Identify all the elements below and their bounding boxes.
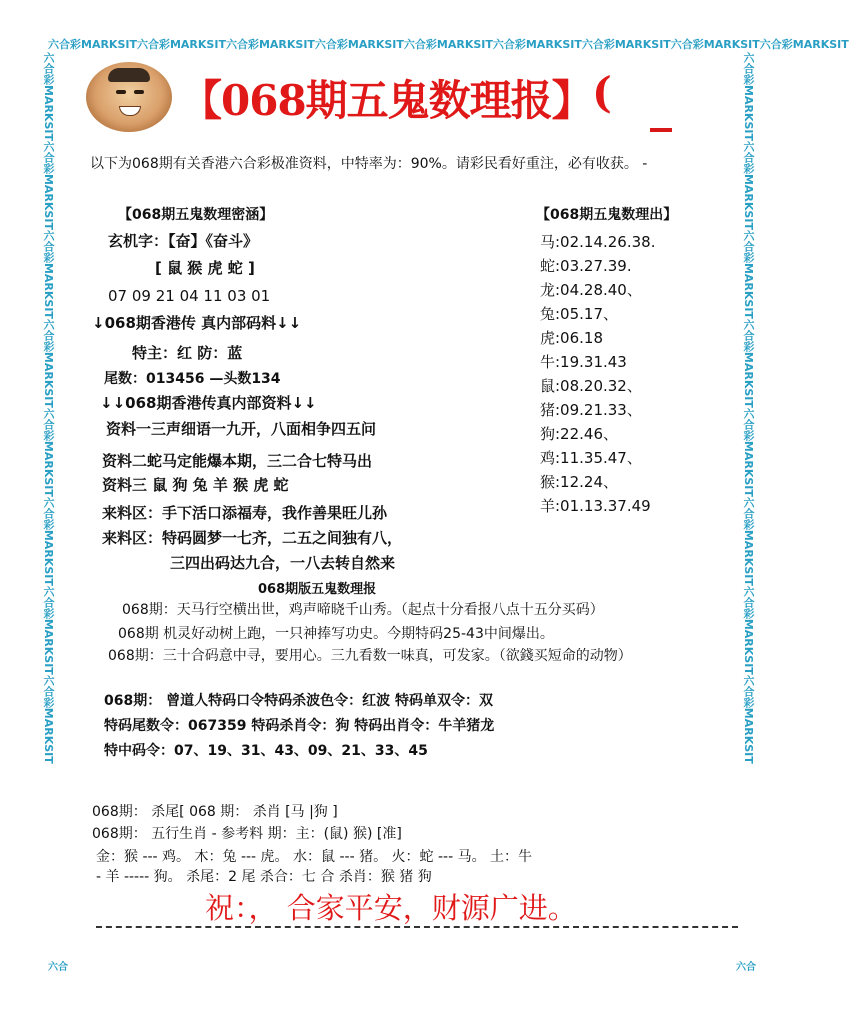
zodiac-row: 狗:22.46、	[540, 425, 618, 443]
zodiac-row: 猴:12.24、	[540, 473, 618, 491]
sha-line-2: 068期： 五行生肖 - 参考料 期：主：(鼠) 猴) [准]	[92, 826, 402, 842]
ziliao-1: 资料一三声细语一九开，八面相争四五问	[106, 420, 377, 438]
laiqu-1: 来料区：手下活口添福寿，我作善果旺儿孙	[102, 504, 388, 522]
left-border-text: 六合彩MARKSIT六合彩MARKSIT六合彩MARKSIT六合彩MARKSIT六合彩MARKSIT六合彩MARKSIT六合彩MARKSIT六合彩MARKSIT	[42, 52, 55, 764]
laiqu-2: 来料区：特码圆梦一七齐，二五之间独有八，	[102, 529, 403, 547]
ziliao-3: 资料三 鼠 狗 兔 羊 猴 虎 蛇	[102, 476, 289, 494]
zodiac-row: 虎:06.18	[540, 329, 603, 347]
daoren-line-1: 068期： 曾道人特码口令特码杀波色令：红波 特码单双令：双	[104, 693, 493, 709]
title-fragment: (	[592, 68, 612, 117]
middle-line-2: 068期 机灵好动树上跑，一只神捧写功史。今期特码25-43中间爆出。	[118, 626, 554, 642]
bottom-dashed-divider	[96, 926, 738, 928]
top-border-watermark: 六合彩MARKSIT六合彩MARKSIT六合彩MARKSIT六合彩MARKSIT六合彩MARKSIT六合彩MARKSIT六合彩MARKSIT六合彩MARKSIT六合彩MARKSIT	[48, 38, 849, 51]
sha-line-1: 068期： 杀尾[ 068 期： 杀肖 [马 |狗 ]	[92, 804, 338, 820]
avatar-portrait	[86, 62, 172, 132]
avatar-mouth	[119, 106, 141, 116]
blessing-text: 祝：， 合家平安，财源广进。	[205, 891, 577, 925]
hk-internal-1: ↓068期香港传 真内部码料↓↓	[92, 314, 302, 332]
zodiac-row: 蛇:03.27.39.	[540, 257, 632, 275]
weishu-line: 尾数：013456 —头数134	[104, 371, 281, 387]
tezhu-line: 特主：红 防：蓝	[132, 344, 243, 362]
avatar-hair	[108, 68, 150, 82]
left-section-title: 【068期五鬼数理密涵】	[118, 207, 274, 223]
right-border-text: 六合彩MARKSIT六合彩MARKSIT六合彩MARKSIT六合彩MARKSIT六合彩MARKSIT六合彩MARKSIT六合彩MARKSIT六合彩MARKSIT	[742, 52, 755, 764]
zodiac-row: 兔:05.17、	[540, 305, 618, 323]
avatar-eye-right	[134, 90, 144, 94]
zodiac-row: 马:02.14.26.38.	[540, 233, 656, 251]
numbers-line: 07 09 21 04 11 03 01	[108, 287, 271, 305]
right-border-watermark	[740, 52, 756, 972]
zodiac-row: 猪:09.21.33、	[540, 401, 642, 419]
avatar-eye-left	[116, 90, 126, 94]
sub-heading: 068期版五鬼数理报	[258, 582, 377, 597]
red-mark	[650, 128, 672, 132]
wuxing-line-1: 金：猴 --- 鸡。 木：兔 --- 虎。 水：鼠 --- 猪。 火：蛇 --- 马。 土：牛	[96, 849, 533, 865]
corner-mark-right: 六合	[736, 962, 756, 973]
daoren-line-2: 特码尾数令：067359 特码杀肖令：狗 特码出肖令：牛羊猪龙	[104, 718, 495, 734]
zodiac-row: 牛:19.31.43	[540, 353, 627, 371]
middle-line-1: 068期：天马行空横出世，鸡声啼晓千山秀。（起点十分看报八点十五分买码）	[122, 602, 604, 618]
zodiac-row: 鸡:11.35.47、	[540, 449, 642, 467]
intro-text: 以下为068期有关香港六合彩极准资料，中特率为：90%。请彩民看好重注，必有收获。 -	[90, 156, 648, 172]
left-border-watermark	[40, 52, 56, 972]
hk-internal-2: ↓↓068期香港传真内部资料↓↓	[100, 394, 317, 412]
ziliao-2: 资料二蛇马定能爆本期，三二合七特马出	[102, 452, 373, 470]
middle-line-3: 068期：三十合码意中寻，要用心。三九看数一味真，可发家。（欲錢买短命的动物）	[108, 648, 632, 664]
corner-mark-left: 六合	[48, 962, 68, 973]
page-title: 【068期五鬼数理报】	[180, 76, 593, 125]
zodiac-row: 羊:01.13.37.49	[540, 497, 651, 515]
right-section-title: 【068期五鬼数理出】	[536, 207, 678, 223]
zodiac-row: 龙:04.28.40、	[540, 281, 642, 299]
daoren-line-3: 特中码令：07、19、31、43、09、21、33、45	[104, 743, 428, 759]
zodiac-row: 鼠:08.20.32、	[540, 377, 642, 395]
xuanji-line: 玄机字：【奋】《奋斗》	[108, 232, 259, 250]
wuxing-line-2: - 羊 ----- 狗。 杀尾：2 尾 杀合：七 合 杀肖：猴 猪 狗	[96, 869, 432, 885]
animals-line: [ 鼠 猴 虎 蛇 ]	[155, 259, 255, 277]
laiqu-3: 三四出码达九合，一八去转自然来	[170, 554, 396, 572]
